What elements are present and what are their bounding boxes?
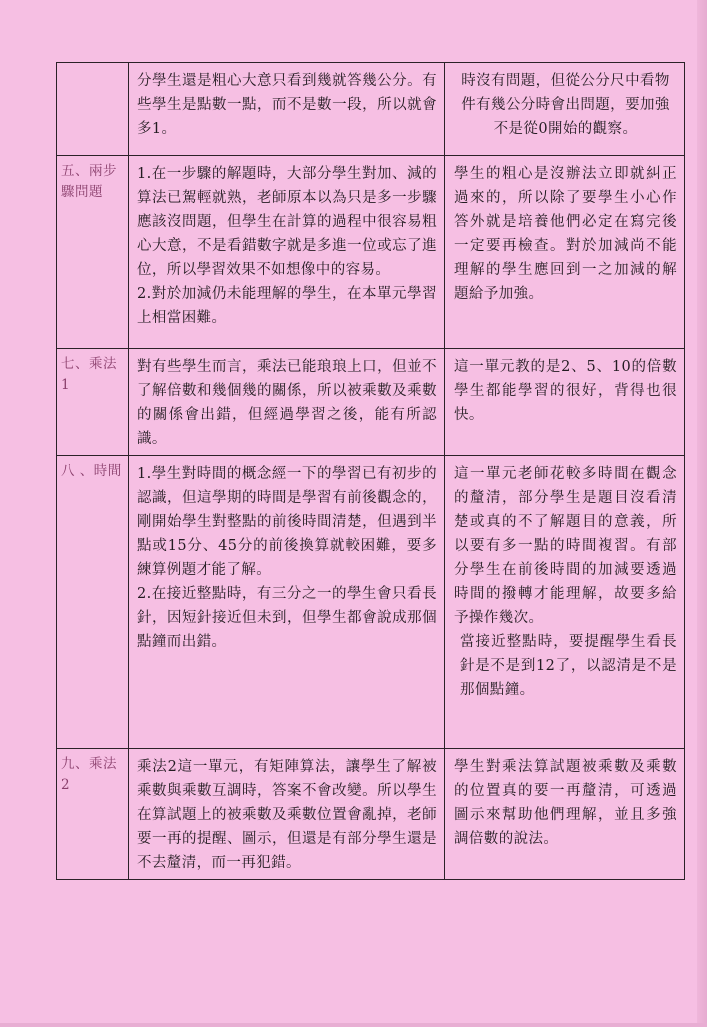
suggestion-cell — [445, 349, 685, 456]
suggestion-cell — [445, 749, 685, 880]
observation-text: 2.對於加減仍未能理解的學生，在本單元學習上相當困難。 — [137, 286, 437, 326]
table-row — [57, 156, 685, 349]
observation-cell — [129, 456, 445, 749]
table-row — [57, 749, 685, 880]
observation-cell — [129, 63, 445, 156]
suggestion-text: 學生對乘法算試題被乘數及乘數的位置真的要一再釐清，可透過圖示來幫助他們理解，並且多強調倍數的說法。 — [454, 759, 677, 847]
page-edge — [0, 1023, 707, 1027]
observation-text: 1.在一步驟的解題時，大部分學生對加、減的算法已駕輕就熟，老師原本以為只是多一步驟應該沒問題，但學生在計算的過程中很容易粗心大意，不是看錯數字就是多進一位或忘了進位，所以學習效果不如想像中的容易。 — [137, 166, 437, 278]
observation-cell — [129, 349, 445, 456]
table-row — [57, 349, 685, 456]
page-edge — [697, 0, 707, 1027]
suggestion-text: 這一單元教的是2、5、10的倍數學生都能學習的很好，背得也很快。 — [454, 359, 677, 423]
evaluation-table — [56, 62, 685, 880]
suggestion-text: 當接近整點時，要提醒學生看長針是不是到12了，以認清是不是那個點鐘。 — [460, 634, 677, 698]
observation-text: 1.學生對時間的概念經一下的學習已有初步的認識，但這學期的時間是學習有前後觀念的，剛開始學生對整點的前後時間清楚，但遇到半點或15分、45分的前後換算就較困難，要多練算例題才能了解。 — [137, 466, 437, 578]
suggestion-cell — [445, 63, 685, 156]
topic-label: 七、乘法1 — [61, 356, 117, 393]
observation-cell — [129, 749, 445, 880]
suggestion-cell — [445, 156, 685, 349]
topic-cell — [57, 63, 129, 156]
topic-label: 八 、時間 — [61, 463, 122, 479]
observation-text: 分學生還是粗心大意只看到幾就答幾公分。有些學生是點數一點，而不是數一段，所以就會多1。 — [137, 73, 437, 137]
observation-cell — [129, 156, 445, 349]
topic-cell — [57, 749, 129, 880]
observation-text: 對有些學生而言，乘法已能琅琅上口，但並不了解倍數和幾個幾的關係，所以被乘數及乘數的關係會出錯，但經過學習之後，能有所認識。 — [137, 359, 437, 447]
suggestion-text: 這一單元老師花較多時間在觀念的釐清，部分學生是題目沒看清楚或真的不了解題目的意義，所以要有多一點的時間複習。有部分學生在前後時間的加減要透過時間的撥轉才能理解，故要多給予操作幾次。 — [454, 466, 677, 626]
observation-text: 2.在接近整點時，有三分之一的學生會只看長針，因短針接近但未到，但學生都會說成那個點鐘而出錯。 — [137, 586, 437, 650]
suggestion-cell — [445, 456, 685, 749]
suggestion-text: 時沒有問題，但從公分尺中看物件有幾公分時會出問題，要加強不是從0開始的觀察。 — [461, 73, 670, 137]
topic-cell — [57, 156, 129, 349]
topic-cell — [57, 349, 129, 456]
table-row — [57, 456, 685, 749]
observation-text: 乘法2這一單元，有矩陣算法，讓學生了解被乘數與乘數互調時，答案不會改變。所以學生在算試題上的被乘數及乘數位置會亂掉，老師要一再的提醒、圖示，但還是有部分學生還是不去釐清，而一再犯錯。 — [137, 759, 437, 871]
topic-label: 九、乘法2 — [61, 756, 117, 793]
topic-cell — [57, 456, 129, 749]
topic-label: 五、兩步驟問題 — [61, 163, 117, 200]
suggestion-text: 學生的粗心是沒辦法立即就糾正過來的，所以除了要學生小心作答外就是培養他們必定在寫完後一定要再檢查。對於加減尚不能理解的學生應回到一之加減的解題給予加強。 — [454, 166, 677, 302]
table-row — [57, 63, 685, 156]
